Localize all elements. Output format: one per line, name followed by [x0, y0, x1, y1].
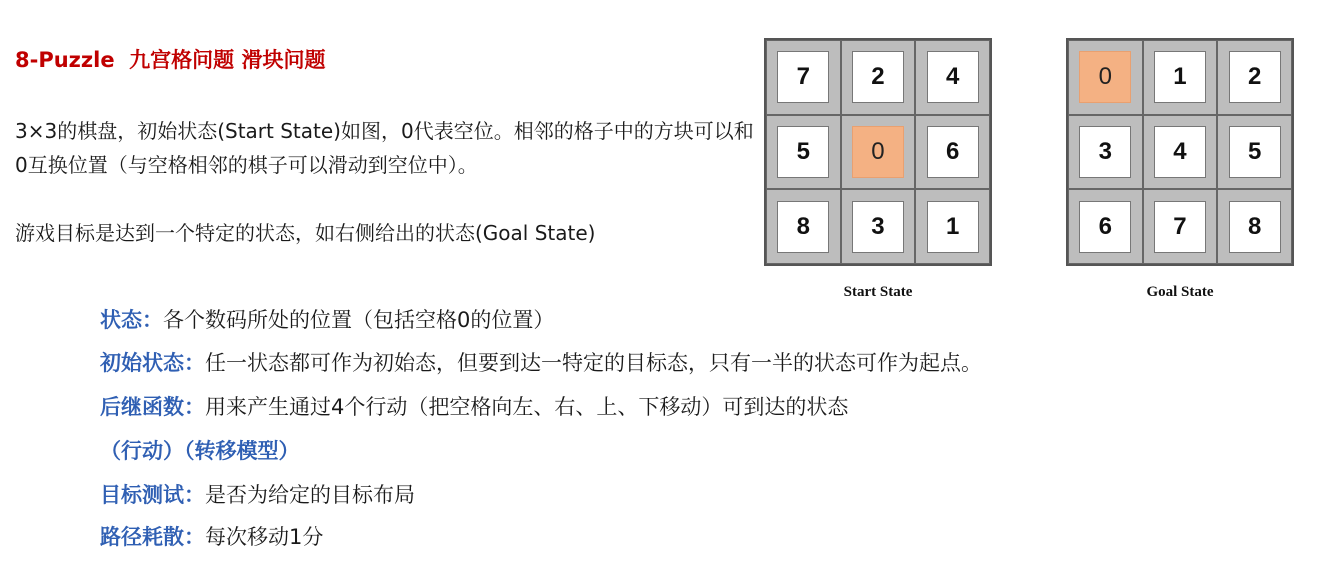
definition-initial-state	[100, 348, 982, 378]
start-tile: 8	[777, 201, 829, 253]
definition-path-cost	[100, 522, 323, 552]
definition-term: 路径耗散：	[100, 525, 205, 549]
start-tile: 2	[852, 51, 904, 103]
definition-desc: 任一状态都可作为初始态，但要到达一特定的目标态，只有一半的状态可作为起点。	[205, 351, 982, 375]
goal-blank-tile: 0	[1079, 51, 1131, 103]
start-tile: 6	[927, 126, 979, 178]
definition-term: 状态：	[100, 308, 163, 332]
goal-tile: 7	[1154, 201, 1206, 253]
start-tile: 7	[777, 51, 829, 103]
start-state-board	[764, 38, 992, 266]
goal-tile: 2	[1229, 51, 1281, 103]
goal-state-caption: Goal State	[1146, 284, 1214, 300]
goal-state-board	[1066, 38, 1294, 266]
start-tile: 4	[927, 51, 979, 103]
start-tile: 1	[927, 201, 979, 253]
definition-term: 后继函数：	[100, 395, 205, 419]
goal-tile: 8	[1229, 201, 1281, 253]
goal-tile: 3	[1079, 126, 1131, 178]
definition-desc: 每次移动1分	[205, 525, 324, 549]
slide-title: 8-Puzzle 九宫格问题 滑块问题	[15, 48, 326, 72]
intro-paragraph: 3×3的棋盘，初始状态(Start State)如图，0代表空位。相邻的格子中的方块可以和0互换位置（与空格相邻的棋子可以滑动到空位中）。	[15, 119, 754, 177]
definition-action-note	[100, 436, 300, 466]
definition-desc: 用来产生通过4个行动（把空格向左、右、上、下移动）可到达的状态	[205, 395, 849, 419]
definition-desc: 各个数码所处的位置（包括空格0的位置）	[163, 308, 555, 332]
goal-paragraph: 游戏目标是达到一个特定的状态，如右侧给出的状态(Goal State)	[15, 221, 596, 245]
start-state-caption: Start State	[843, 284, 913, 300]
goal-tile: 1	[1154, 51, 1206, 103]
definition-term: 初始状态：	[100, 351, 205, 375]
start-tile: 3	[852, 201, 904, 253]
definition-successor-function	[100, 392, 848, 422]
start-blank-tile: 0	[852, 126, 904, 178]
definition-goal-test	[100, 480, 415, 510]
definition-term: （行动）（转移模型）	[100, 439, 300, 463]
goal-tile: 6	[1079, 201, 1131, 253]
definition-state	[100, 305, 554, 335]
goal-tile: 4	[1154, 126, 1206, 178]
start-tile: 5	[777, 126, 829, 178]
goal-tile: 5	[1229, 126, 1281, 178]
definition-term: 目标测试：	[100, 483, 205, 507]
definition-desc: 是否为给定的目标布局	[205, 483, 415, 507]
